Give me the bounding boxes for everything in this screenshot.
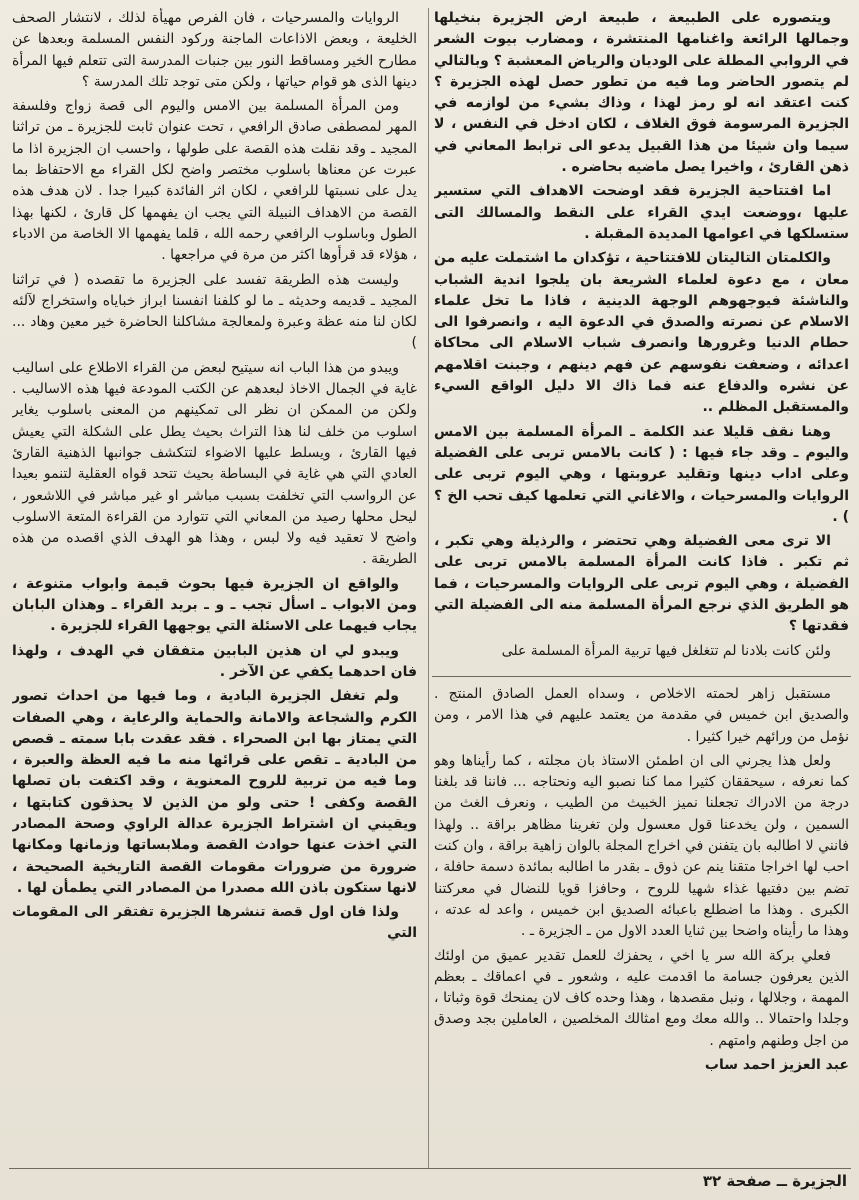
paragraph: ومن المرأة المسلمة بين الامس واليوم الى قصة زواج وفلسفة المهر لمصطفى صادق الرافعي ، تحت عنوان ثابت للجزيرة ـ من تراثنا المجيد ـ وقد نقلت هذه القصة على طولها ، واحسب ان الجزيرة اذا ما عبرت عن معناها باسلوب مختصر واضح لكل القراء مع الاحتفاظ بما يدل على نسبتها للرافعي ، لكان اثر الفائدة كبيرا جدا . لان هدف هذه القصة من الاهداف النبيلة التي يجب ان يفهمها كل قارئ ، لكنها بهذا الطول وباسلوب الرافعي رحمه الله ، قلما يفهمها الا الخاصة من الادباء ، هؤلاء قد قرأوها اكثر من مرة في مراجعها . (12, 98, 417, 264)
paragraph: وهنا نقف قليلا عند الكلمة ـ المرأة المسلمة بين الامس واليوم ـ وقد جاء فيها : ( كانت بالامس تربى على الفضيلة وعلى اداب دينها وتقليد عروبتها ، وهي اليوم تربى على الروايات والمسرحيات ، والاغاني التي تعلمها كيف تحب الخ ؟ ) . (434, 423, 849, 525)
paragraph: ولئن كانت بلادنا لم تتغلغل فيها تربية المرأة المسلمة على (501, 642, 831, 659)
footer-divider (9, 1168, 851, 1169)
paragraph: وليست هذه الطريقة تفسد على الجزيرة ما تقصده ( في تراثنا المجيد ـ قديمه وحديثه ـ ما لو كلفنا انفسنا ابراز خباياه واستخراج لآلئه لكان لنا منه عظة وعبرة ولمعالجة مشاكلنا الحاضرة خير معين وهاد ... ) (12, 271, 417, 352)
author-signature: عبد العزيز احمد ساب (704, 1057, 849, 1074)
bottom-right-column (434, 684, 849, 1162)
paragraph: ولذا فان اول قصة تنشرها الجزيرة تفتقر الى المقومات التي (12, 904, 417, 942)
page-footer: الجزيرة ــ صفحة ٣٢ (702, 1172, 847, 1190)
paragraph: والكلمتان التاليتان للافتتاحية ، تؤكدان ما اشتملت عليه من معان ، مع دعوة لعلماء الشريعة بان يلجوا اندية الشباب والناشئة فيوجهوهم الوجهة الدينية ، فاذا ما تخل علماء الاسلام عن نصرته والصدق في الدعوة اليه ، وانصرفوا الى حطام الدنيا وغرورها وانصرف شباب الاسلام الى محاكاة اعدائه ، وضعفت نفوسهم عن فهم دينهم ، وجبنت اقلامهم عن نشره والدفاع عنه فما ذاك الا دليل الواقع السيء والمستقبل المظلم .. (434, 250, 849, 416)
paragraph: فعلي بركة الله سر يا اخي ، يحفزك للعمل تقدير عميق من اولئك الذين يعرفون جسامة ما اقدمت عليه ، وشعور ـ في اعماقك ـ بعظم المهمة ، وجلالها ، ونبل مقصدها ، وهذا وحده كاف لان يمنحك قوة وثباتا ، وجلدا واحتمالا .. والله معك ومع امثالك المخلصين ، العاملين بجد وصدق من اجل وطنهم وامتهم . (434, 947, 849, 1049)
horizontal-divider (432, 676, 851, 677)
left-column (12, 8, 417, 1186)
paragraph: ولعل هذا يجرني الى ان اطمئن الاستاذ بان مجلته ، كما رأيناها وهو كما نعرفه ، سيحققان كثيرا مما كنا نصبو اليه ونحتاجه ... فاننا قد بلغنا درجة من الادراك تجعلنا نميز الخبيث من الطيب ، ونعرف الغث من السمين ، ولن يخدعنا قول معسول ولن تغرينا مظاهر براقة .. ولهذا فانني لا اطالبه بان يتفنن في اخراج المجلة بالوان زاهية براقة ، وان كنت احب لها اخراجا متقنا ينم عن ذوق ـ بقدر ما اطالبه بمائدة دسمة حافلة ، تضم بين دفتيها غذاء شهيا للروح ، وحافزا قويا للنضال في معركتنا الكبرى . وهذا ما اضطلع باعبائه الصديق ابن خميس ، واعد له عدته ، وهذا ما رأيناه واضحا بين ثنايا العدد الاول من ـ الجزيرة ـ . (434, 752, 849, 940)
paragraph: مستقبل زاهر لحمته الاخلاص ، وسداه العمل الصادق المنتج . والصديق ابن خميس في مقدمة من يعتمد عليهم في هذا الامر ، ومن نؤمل من ورائهم خيرا كثيرا . (434, 686, 849, 745)
paragraph: اما افتتاحية الجزيرة فقد اوضحت الاهداف التي ستسير عليها ،ووضعت ايدي القراء على النقط والمسالك التى ستسلكها في اعوامها المديدة المقبلة . (434, 183, 849, 242)
paragraph: والواقع ان الجزيرة فيها بحوث قيمة وابواب متنوعة ، ومن الابواب ـ اسأل تجب ـ و ـ بريد القراء ـ وهذان البابان يجاب فيهما على الاسئلة التي يوجهها القراء للجزيرة . (12, 575, 417, 635)
paragraph: ويتصوره على الطبيعة ، طبيعة ارض الجزيرة بنخيلها وجمالها الرائعة واغنامها المنتشرة ، ومضارب بيوت الشعر في الروابي المطلة على الوديان والرياض المعشبة ؟ وبالتالي لم يتصور الحاضر وما فيه من تطور حصل لهذه الجزيرة ؟ كنت اعتقد انه لو رمز لهذا ، وذاك بشيء من لوازمه في الجزيرة المرسومة فوق الغلاف ، لكان ادخل في النفس ، لا سيما وان شيئا من هذا القبيل يدعو الى ترابط المعاني في ذهن القارئ ، واخيرا يصل ماضيه بحاضره . (434, 10, 849, 176)
paragraph: ويبدو من هذا الباب انه سيتيح لبعض من القراء الاطلاع على اساليب غاية في الجمال الاخاذ لبعدهم عن الكتب المودعة فيها هذه الاساليب . ولكن من الممكن ان نظر الى تمكينهم من المعنى باسلوب يغاير اسلوب من خلف لنا هذا التراث بحيث يطل على الشكلة التي يعيش فيها القارئ ، ويسلط عليها الاضواء لتتكشف جوانبها الذهنية القارئ العادي التي هي غاية في البساطة بحيث تتحد قواه العقلية لتنمو بعيدا عن الرواسب التي تخلفت بسبب مباشر او غير مباشر في اللاشعور ، ليحل محلها رصيد من المعاني التي تتوارد من القراءة المتعة الاسلوب واضح لا تعقيد فيه ولا لبس ، وهذا هو الهدف الذي اقصده من هذه الطريقة . (12, 359, 417, 568)
column-divider (428, 8, 429, 1168)
paragraph: ويبدو لي ان هذين البابين متفقان في الهدف ، ولهذا فان احدهما يكفي عن الآخر . (12, 642, 417, 680)
paragraph: ولم تغفل الجزيرة البادية ، وما فيها من احداث تصور الكرم والشجاعة والامانة والحماية والرعاية ، وهي الصفات التي يمتاز بها ابن الصحراء . فقد عقدت بابا سمته ـ قصص من البادية ـ تقص على قرائها منه ما فيه العظة والعبرة ، وما فيه من تربية للروح المعنوية ، وقد اكتفت بان تصلها القصة وكفى ! حتى ولو من الذين لا يحذقون كتابتها ، ويقيني ان اشتراط الجزيرة عدالة الراوي وصحة المصادر التي اخذت عنها حوادث القصة وملابساتها وزمانها ومكانها ضرورة من ضرورات مقومات القصة التاريخية الصحيحة ، لانها ستكون باذن الله مصدرا من المصادر التي يطمأن لها . (12, 688, 417, 896)
paragraph: الروايات والمسرحيات ، فان الفرص مهيأة لذلك ، لانتشار الصحف الخليعة ، وبعض الاذاعات الماجنة وركود النفس المسلمة وبعدها عن مطارح الخير ومساقط النور بين جنبات المدرسة التى تتعلم فيها المرأة دينها الذى هو قوام حياتها ، ولكن متى توجد تلك المدرسة ؟ (12, 10, 417, 90)
right-column (434, 8, 849, 660)
paragraph: الا ترى معى الفضيلة وهي تحتضر ، والرذيلة وهي تكبر ، ثم تكبر . فاذا كانت المرأة المسلمة بالامس تربى على الفضيلة ، وهي اليوم تربى على الروايات والمسرحيات ، فما هو الطريق الذي نرجع المرأة المسلمة منه الى الفضيلة التي فقدتها ؟ (434, 533, 849, 635)
